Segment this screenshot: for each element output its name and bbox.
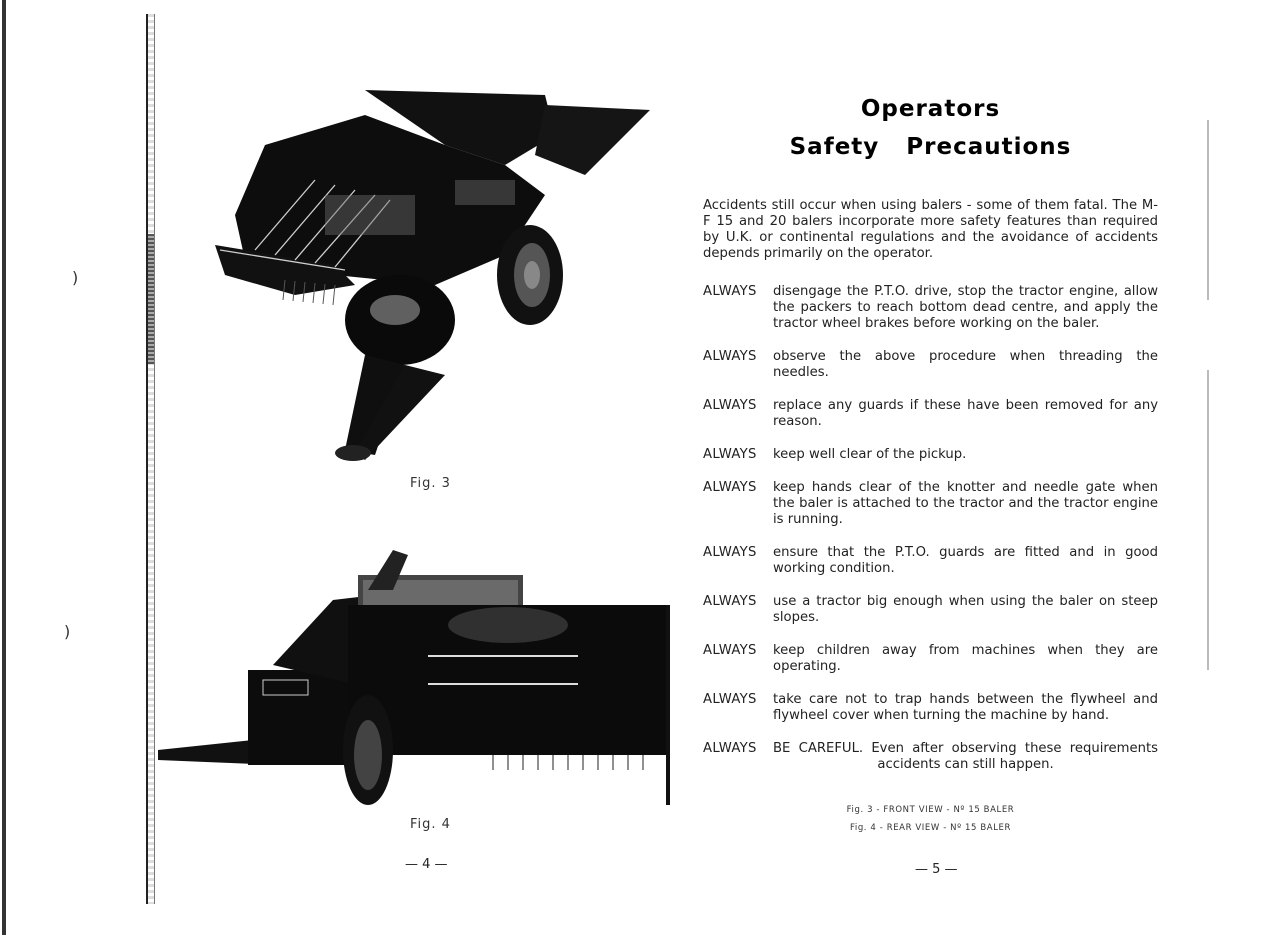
scan-artifact (1207, 120, 1209, 300)
rule-item (703, 480, 1158, 528)
scan-artifact (1207, 370, 1209, 670)
title-line-1: Operators (860, 96, 1001, 122)
rule-text: take care not to trap hands between the flywheel and flywheel cover when turning the machine by hand. (773, 692, 1158, 723)
figure-3-front-view (205, 85, 655, 465)
scan-artifact: ) (64, 622, 71, 641)
rule-keyword: ALWAYS (703, 480, 757, 495)
rule-keyword: ALWAYS (703, 643, 757, 658)
rule-keyword: ALWAYS (703, 741, 757, 756)
baler-rear-illustration (158, 545, 683, 810)
scan-edge (2, 0, 6, 935)
rule-text: ensure that the P.T.O. guards are fitted and in good working condition. (773, 545, 1158, 576)
figure-captions (703, 801, 1158, 837)
rule-keyword: ALWAYS (703, 447, 757, 462)
rule-text: keep well clear of the pickup. (773, 447, 967, 462)
title-line-2: Safety Precautions (789, 134, 1072, 160)
rule-item (703, 643, 1158, 675)
baler-front-illustration (205, 85, 655, 465)
rule-keyword: ALWAYS (703, 545, 757, 560)
figure-caption-3: Fig. 3 - FRONT VIEW - Nº 15 BALER (846, 805, 1015, 815)
figure-3-caption: Fig. 3 (410, 476, 451, 491)
page-binding (146, 14, 155, 904)
rule-text: BE CAREFUL. Even after observing these requirements accidents can still happen. (773, 741, 1158, 772)
rule-item (703, 349, 1158, 381)
rule-item (703, 741, 1158, 773)
rule-item (703, 447, 1158, 463)
rule-text: keep hands clear of the knotter and needle gate when the baler is attached to the tractor and the tractor engine is running. (773, 480, 1158, 527)
page-title (703, 90, 1158, 166)
rule-item (703, 398, 1158, 430)
safety-precautions-section (703, 90, 1158, 837)
page-number-right: — 5 — (915, 862, 958, 877)
rule-keyword: ALWAYS (703, 594, 757, 609)
rule-text: observe the above procedure when threading the needles. (773, 349, 1158, 380)
rule-text: disengage the P.T.O. drive, stop the tractor engine, allow the packers to reach bottom dead centre, and apply the tractor wheel brakes before working on the baler. (773, 284, 1158, 331)
rule-item (703, 594, 1158, 626)
rule-item (703, 692, 1158, 724)
rule-keyword: ALWAYS (703, 349, 757, 364)
scan-artifact: ) (72, 268, 79, 287)
rule-text: keep children away from machines when they are operating. (773, 643, 1158, 674)
page-number-left: — 4 — (405, 857, 448, 872)
rule-item (703, 284, 1158, 332)
rule-keyword: ALWAYS (703, 398, 757, 413)
rule-item (703, 545, 1158, 577)
rule-keyword: ALWAYS (703, 692, 757, 707)
rule-keyword: ALWAYS (703, 284, 757, 299)
rule-text: replace any guards if these have been removed for any reason. (773, 398, 1158, 429)
rule-text: use a tractor big enough when using the baler on steep slopes. (773, 594, 1158, 625)
figure-caption-4: Fig. 4 - REAR VIEW - Nº 15 BALER (849, 823, 1012, 833)
intro-paragraph: Accidents still occur when using balers - some of them fatal. The M-F 15 and 20 balers incorporate more safety features than required by U.K. or continental regulations and the avoidance of accidents depends primarily on the operator. (703, 198, 1158, 261)
figure-4-rear-view (158, 545, 683, 810)
figure-4-caption: Fig. 4 (410, 817, 451, 832)
